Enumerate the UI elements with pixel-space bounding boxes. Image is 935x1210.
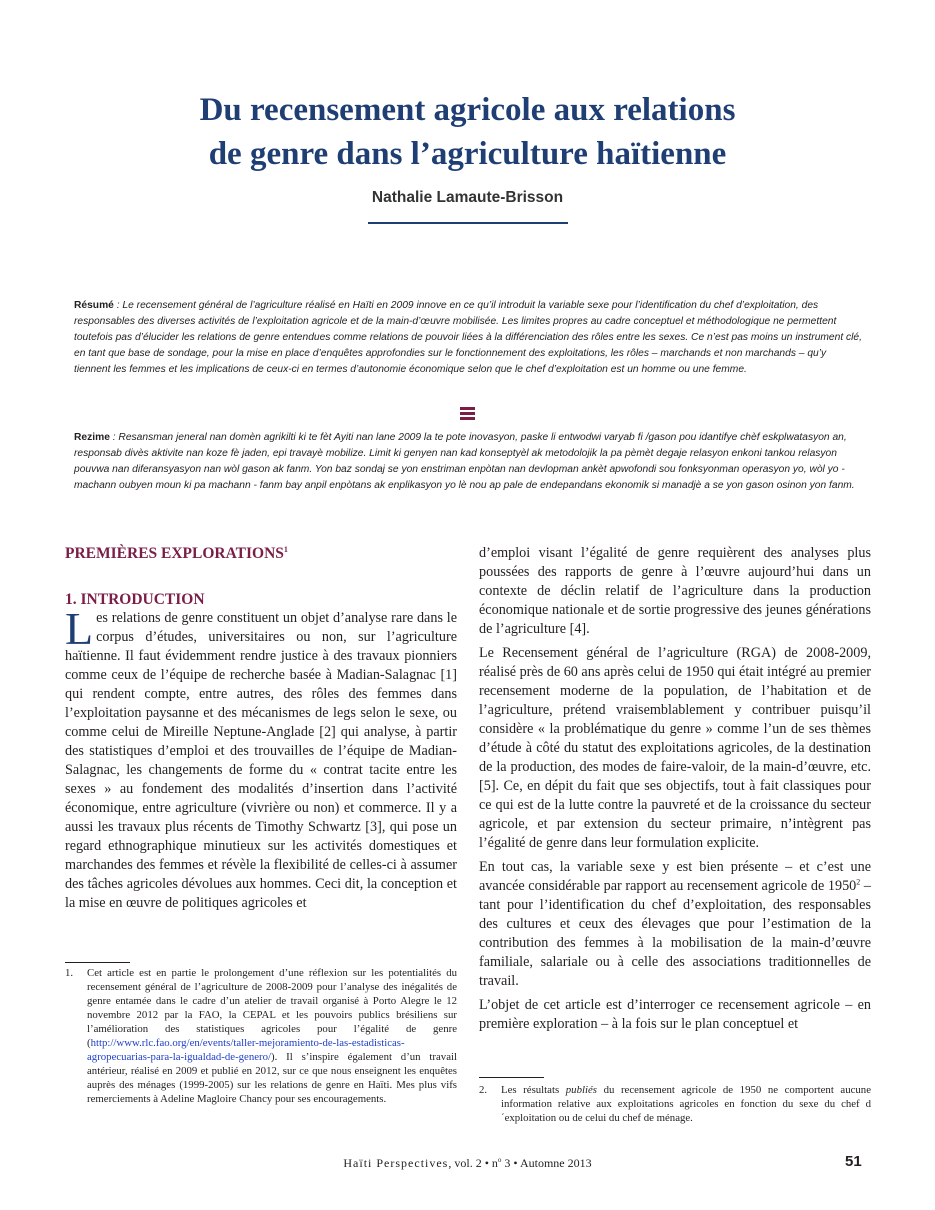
page-footer: Haïti Perspectives, vol. 2 • $n^o$ 3 • Automne 2013 <box>343 1156 592 1170</box>
article-title <box>60 88 875 176</box>
body-column-left <box>65 544 457 918</box>
author-name: Nathalie Lamaute-Brisson <box>371 189 564 206</box>
abstract-creole-label: Rezime <box>74 432 110 443</box>
paragraph-3: En tout cas, la variable sexe y est bien présente – et c’est une avancée considérable par rapport au recensement agricole de 1950$^2$ – tant pour l’identification du chef d’exploitation, des responsables des cultures et ceux des élevages que pour l’estimation de la contribution des femmes à la mobilisation de la main-d’œuvre familiale, salariale ou à celle des associations traditionnelles de travail. <box>479 859 871 989</box>
footnote-marker-2[interactable]: 2 <box>856 877 861 887</box>
footnote-2: 2. Les résultats publiés du recensement agricole de 1950 ne comportent aucune information relative aux exploitations agricoles en fonction du sexe du chef d´exploitation ou de celui du chef de ménage. <box>479 1084 871 1124</box>
abstract-creole <box>74 430 864 494</box>
paragraph-2: Le Recensement général de l’agriculture (RGA) de 2008-2009, réalisé près de 60 ans après celui de 1950 qui était intégré au premier recensement moderne de la population, de l’habitation et de l’agriculture, prétend vraisemblablement y contribuer puisqu’il considère « la problématique du genre » comme l’un de ses thèmes d’étude à côté du statut des exploitations agricoles, de la destination de la production, des modes de faire-valoir, de la main-d’œuvre, etc. [5]. Ce, en dépit du fait que ses objectifs, tout à fait classiques pour ce qui est de la lutte contre la pauvreté et de la croissance du secteur agricole, et par extension du secteur primaire, n’intègrent pas l’égalité de genre dans leur formulation explicite. <box>479 645 871 851</box>
footnote-1: 1. Cet article est en partie le prolongement d’une réflexion sur les potentialités du recensement général de l’agriculture de 2008-2009 pour l’analyse des inégalités de genre entamée dans le cadre d’un atelier de travail organisé à Porto Alegre le 12 novembre 2012 par la FAO, la CEPAL et les pouvoirs publics brésiliens sur l’amélioration des statistiques agricoles pour l’égalité de genre (http://www.rlc.fao.org/en/events/taller-mejoramiento-de-las-estadisticas-agropecuarias-para-la-igualdad-de-genero/). Il s’inspire également d’un travail antérieur, réalisé en 2009 et publié en 2012, sur ce que nous enseignent les enquêtes auprès des ménages (1999-2005) sur les relations de genre en Haïti. Mes plus vifs remerciements à Adeline Magloire Chancy pour ses encouragements. <box>65 967 457 1105</box>
abstract-french <box>74 298 864 378</box>
paragraph-1: Les relations de genre constituent un objet d’analyse rare dans le corpus d’études, universitaires ou non, sur l’agriculture haïtienne. Il faut évidemment rendre justice à des travaux pionniers comme ceux de l’équipe de recherche basée à Madian-Salagnac [1] qui rendent compte, entre autres, des rôles des femmes dans l’exploitation paysanne et des mécanismes de legs selon le sexe, ou comme celui de Mireille Neptune-Anglade [2] qui analyse, à partir des statistiques d’emploi et des trouvailles de l’équipe de Madian-Salagnac, les changements de forme du « contrat tacite entre les sexes » au fondement des modalités d’insertion dans l’activité économique, entre agriculture (vivrière ou non) et commerce. Il y a aussi les travaux plus récents de Timothy Schwartz [3], qui pose un regard ethnographique minutieux sur les activités domestiques et marchandes des femmes et révèle la flexibilité de celles-ci à assumer des tâches agricoles dévolues aux hommes. Ceci dit, la conception et la mise en œuvre de politiques agricoles et <box>65 603 457 911</box>
paragraph-1-continued: d’emploi visant l’égalité de genre requièrent des analyses plus poussées des rapports de genre à l’œuvre aujourd’hui dans un contexte de déclin relatif de l’agriculture dans la production économique nationale et de sortie progressive des jeunes générations de l’agriculture [4]. <box>479 545 871 637</box>
abstract-separator-icon <box>460 407 475 421</box>
title-line-1: Du recensement agricole aux relations <box>199 92 736 128</box>
footnote-marker-1[interactable]: 1 <box>283 544 288 554</box>
footnote-divider-left <box>65 962 130 963</box>
footnote-divider-right <box>479 1077 544 1078</box>
abstract-french-text: : Le recensement général de l’agriculture réalisé en Haïti en 2009 innove en ce qu’il introduit la variable sexe pour l’identification du chef d’exploitation, des responsables des diverses activités de l’exploitation agricole et de la main-d’œuvre mobilisée. Les limites propres au cadre conceptuel et méthodologique ne permettent toutefois pas d’élucider les relations de genre entendues comme relations de pouvoir liées à la différenciation des rôles entre les sexes. Ce n’est pas moins un instrument clé, en tant que base de sondage, pour la mise en place d’enquêtes approfondies sur le fonctionnement des exploitations, les rôles – marchands et non marchands – qu’y tiennent les femmes et les implications de ceux-ci en termes d’autonomie économique selon que le chef d’exploitation est un homme ou une femme. <box>74 300 862 376</box>
footnote-1-number: 1. <box>65 967 74 979</box>
introduction-heading: 1. INTRODUCTION <box>65 591 205 608</box>
abstract-creole-text: : Resansman jeneral nan domèn agrikilti ki te fèt Ayiti nan lane 2009 la te pote inovasyon, paske li entwodwi varyab fi /gason pou idantifye chèf eskplwatasyon an, responsab divès aktivite nan koze fè jaden, epi travayè mobilize. Limit ki genyen nan kad konseptyèl ak metodolojik la pa pèmèt degaje relasyon enkoni tankou relasyon pouvwa nan diferansyasyon nan wòl gason ak fanm. Yon baz sondaj se yon enstriman enpòtan nan devlopman ankèt apwofondi sou fonksyonman operasyon yo, wòl yo - machann oubyen moun ki pa machann - fanm bay anpil enpòtans ak enplikasyon yo lè nou ap pale de endepandans ekonomik si manadjè a se yon gason osinon yon fanm. <box>74 432 855 492</box>
title-line-2: de genre dans l’agriculture haïtienne <box>208 136 727 172</box>
abstract-french-label: Résumé <box>74 300 114 311</box>
section-heading: PREMIÈRES EXPLORATIONS$^1$ <box>65 544 288 562</box>
author-divider <box>368 222 568 224</box>
body-column-right <box>479 544 871 1039</box>
drop-cap: L <box>65 603 94 654</box>
footnote-2-number: 2. <box>479 1084 488 1096</box>
paragraph-4: L’objet de cet article est d’interroger ce recensement agricole – en première exploration – à la fois sur le plan conceptuel et <box>479 997 871 1032</box>
footnote-1-link[interactable]: http://www.rlc.fao.org/en/events/taller-mejoramiento-de-las-estadisticas-agropecuarias-para-la-igualdad-de-genero/ <box>87 1037 405 1063</box>
page-number: 51 <box>845 1153 862 1170</box>
journal-name: Haïti Perspectives <box>343 1156 449 1170</box>
